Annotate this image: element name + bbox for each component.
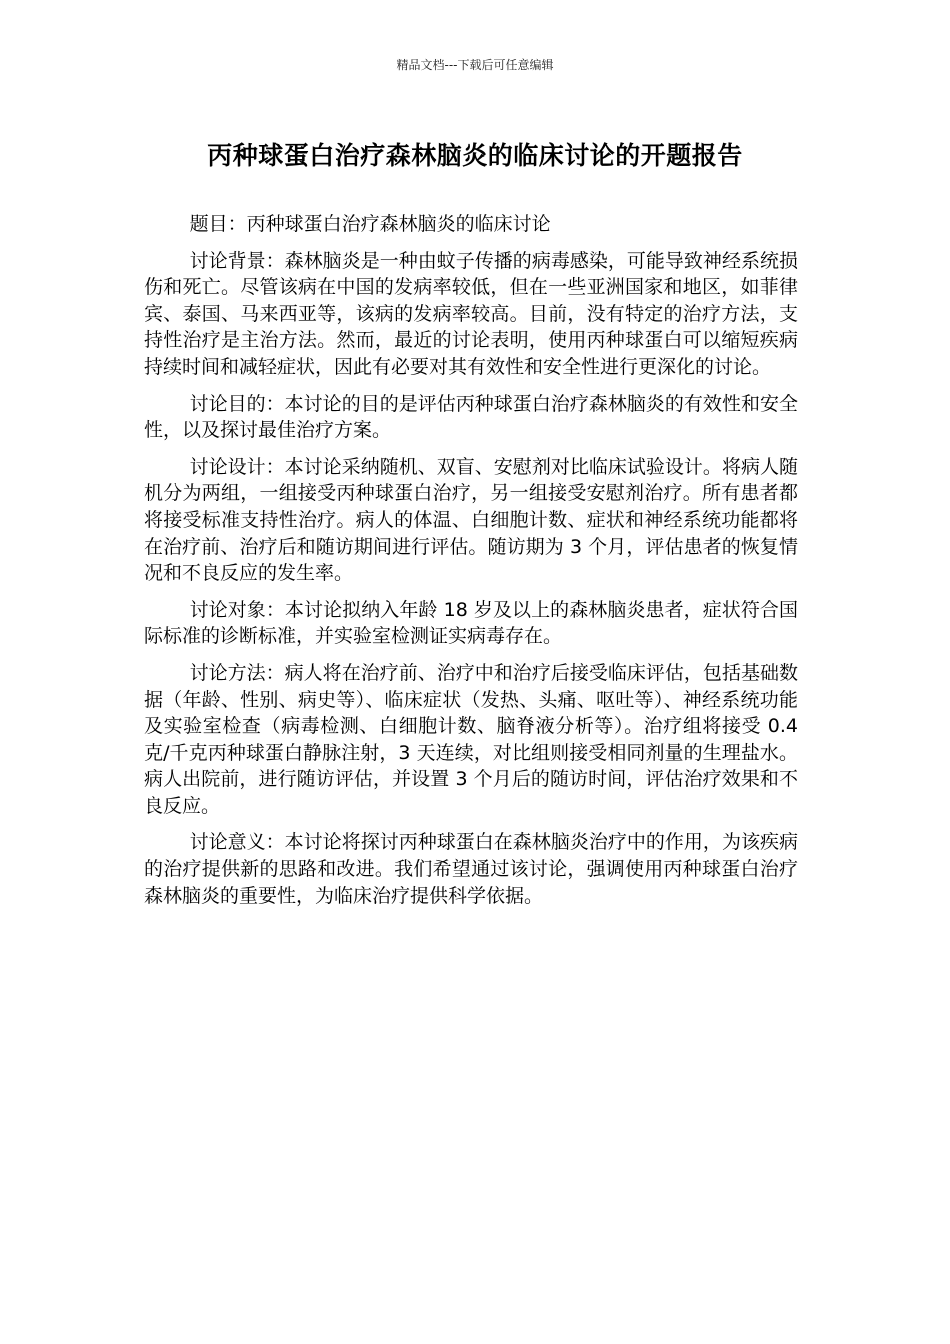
- document-body: [144, 211, 798, 919]
- paragraph-purpose: 讨论目的：本讨论的目的是评估丙种球蛋白治疗森林脑炎的有效性和安全性，以及探讨最佳治疗方案。: [144, 392, 798, 442]
- paragraph-background: 讨论背景：森林脑炎是一种由蚊子传播的病毒感染，可能导致神经系统损伤和死亡。尽管该病在中国的发病率较低，但在一些亚洲国家和地区，如菲律宾、泰国、马来西亚等，该病的发病率较高。目前，没有特定的治疗方法，支持性治疗是主治方法。然而，最近的讨论表明，使用丙种球蛋白可以缩短疾病持续时间和减轻症状，因此有必要对其有效性和安全性进行更深化的讨论。: [144, 249, 798, 378]
- paragraph-significance: 讨论意义：本讨论将探讨丙种球蛋白在森林脑炎治疗中的作用，为该疾病的治疗提供新的思路和改进。我们希望通过该讨论，强调使用丙种球蛋白治疗森林脑炎的重要性，为临床治疗提供科学依据。: [144, 831, 798, 907]
- header-note: 精品文档---下载后可任意编辑: [396, 58, 554, 72]
- document-title: 丙种球蛋白治疗森林脑炎的临床讨论的开题报告: [207, 141, 743, 170]
- paragraph-topic: 题目：丙种球蛋白治疗森林脑炎的临床讨论: [189, 213, 551, 235]
- paragraph-design: 讨论设计：本讨论采纳随机、双盲、安慰剂对比临床试验设计。将病人随机分为两组，一组接受丙种球蛋白治疗，另一组接受安慰剂治疗。所有患者都将接受标准支持性治疗。病人的体温、白细胞计数、症状和神经系统功能都将在治疗前、治疗后和随访期间进行评估。随访期为 3 个月，评估患者的恢复情况和不良反应的发生率。: [144, 455, 798, 585]
- paragraph-methods: 讨论方法：病人将在治疗前、治疗中和治疗后接受临床评估，包括基础数据（年龄、性别、病史等）、临床症状（发热、头痛、呕吐等）、神经系统功能及实验室检查（病毒检测、白细胞计数、脑脊液分析等）。治疗组将接受 0.4 克/千克丙种球蛋白静脉注射，3 天连续，对比组则接受相同剂量的生理盐水。病人出院前，进行随访评估，并设置 3 个月后的随访时间，评估治疗效果和不良反应。: [144, 661, 798, 817]
- paragraph-subjects: 讨论对象：本讨论拟纳入年龄 18 岁及以上的森林脑炎患者，症状符合国际标准的诊断标准，并实验室检测证实病毒存在。: [144, 598, 798, 648]
